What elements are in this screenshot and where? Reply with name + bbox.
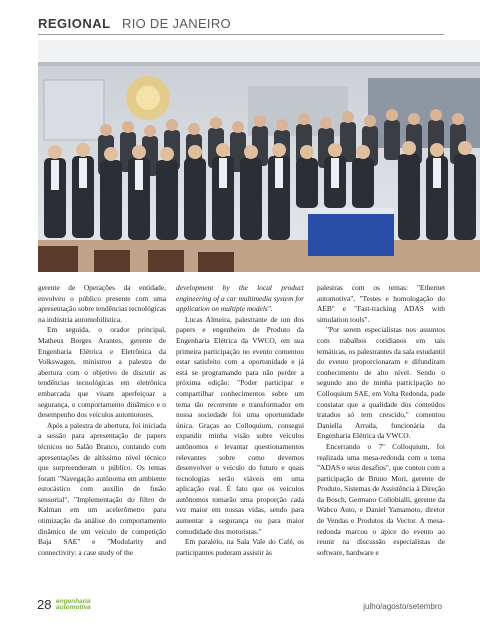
- paragraph: Encerrando o 7º Colloquium, foi realizada uma mesa-redonda com o tema "ADAS e seus desafios", que contou com a participação de Bruno Mori, gerente de Produto, Sistemas de Assistência à Direção da Bosch, Germano Collobialli, gerente da Wabco Auto, e Daniel Yamamoto, diretor de Vendas e Produtos da Vector. A mesa-redonda marcou o ápice do evento ao reunir na discussão especialistas de software, hardware e: [317, 441, 445, 557]
- article-column-3: [317, 283, 445, 558]
- page-header: [38, 16, 444, 35]
- page-number: 28: [37, 597, 52, 612]
- issue-date: julho/agosto/setembro: [363, 602, 442, 611]
- paragraph: development by the local product engineering of a car multimedia system for application on multiple models".: [176, 283, 304, 314]
- region-title: RIO DE JANEIRO: [122, 16, 231, 31]
- article-column-2: [176, 283, 304, 558]
- magazine-logo: [56, 598, 126, 614]
- paragraph: palestras com os temas: "Ethernet automotiva", "Testes e homologação do AEB" e "Fast-tracking ADAS with simulation tools".: [317, 283, 445, 324]
- article-column-1: [38, 283, 166, 558]
- logo-line-1: engenharia: [56, 598, 91, 605]
- paragraph: Após a palestra de abertura, foi iniciada a sessão para apresentação de papers técnicos no Salão Branco, contando com apresentações de altíssimo nível técnico que surpreenderam o público. Os temas foram "Navegação autônoma em ambiente estocástico com auxílio de fusão sensorial", "Implementação do filtro de Kalman em um acelerômetro para otimização da análise do comportamento dinâmico de um veículo de competição Baja SAE" e "Modularity and connectivity: a case study of the: [38, 420, 166, 557]
- paragraph: "Por serem especialistas nos assuntos com trabalhos cotidianos em tais temáticas, os palestrantes da sala estudantil do evento proporcionaram e difundiram conhecimento de alto nível. Sendo o segundo ano de minha participação no Colloquium SAE, em Volta Redonda, pude constatar que a qualidade dos conteúdos tratados só tem crescido," comentou Daniella Arruda, funcionária da Engenharia Elétrica da VWCO.: [317, 325, 445, 441]
- logo-line-2: automotiva: [56, 604, 91, 611]
- section-title: REGIONAL: [38, 16, 111, 31]
- paragraph: Lucas Almeira, palestrante de um dos papers e engenheiro de Produto da Engenharia Elétrica da VWCO, em sua primeira participação no evento comentou estar satisfeito com a oportunidade e já está se programando para não perder a próxima edição: "Poder participar e compartilhar conhecimentos sobre um tema tão recorrente e transformador em nossa sociedade foi uma oportunidade única. Graças ao Colloquium, consegui expandir minha visão sobre veículos autônomos e levantar questionamentos relevantes sobre como devemos desenvolver o veículo do futuro e quais tecnologias serão viáveis em uma aplicação real. É fato que os veículos autônomos tomarão uma proporção cada vez maior em nossas vidas, sendo para aumentar a segurança ou para maior comodidade dos motoristas.": [176, 314, 304, 536]
- paragraph: gerente de Operações da entidade, envolveu o público presente com uma apresentação sobre tendências tecnológicas na indústria automobilística.: [38, 283, 166, 324]
- paragraph: Em seguida, o orador principal, Matheus Borges Arantes, gerente de Engenharia Elétrica e Eletrônica da Volkswagen, ministrou a palestra de abertura com o objetivo de discutir as tendências tecnológicas em eletrônica embarcada que visam aperfeiçoar a segurança, o comportamento dinâmico e o desempenho dos veículos automotores.: [38, 325, 166, 420]
- paragraph: Em paralelo, na Sala Vale do Café, os participantes puderam assistir às: [176, 537, 304, 557]
- chandelier: [126, 76, 170, 120]
- group-photo: [38, 40, 480, 272]
